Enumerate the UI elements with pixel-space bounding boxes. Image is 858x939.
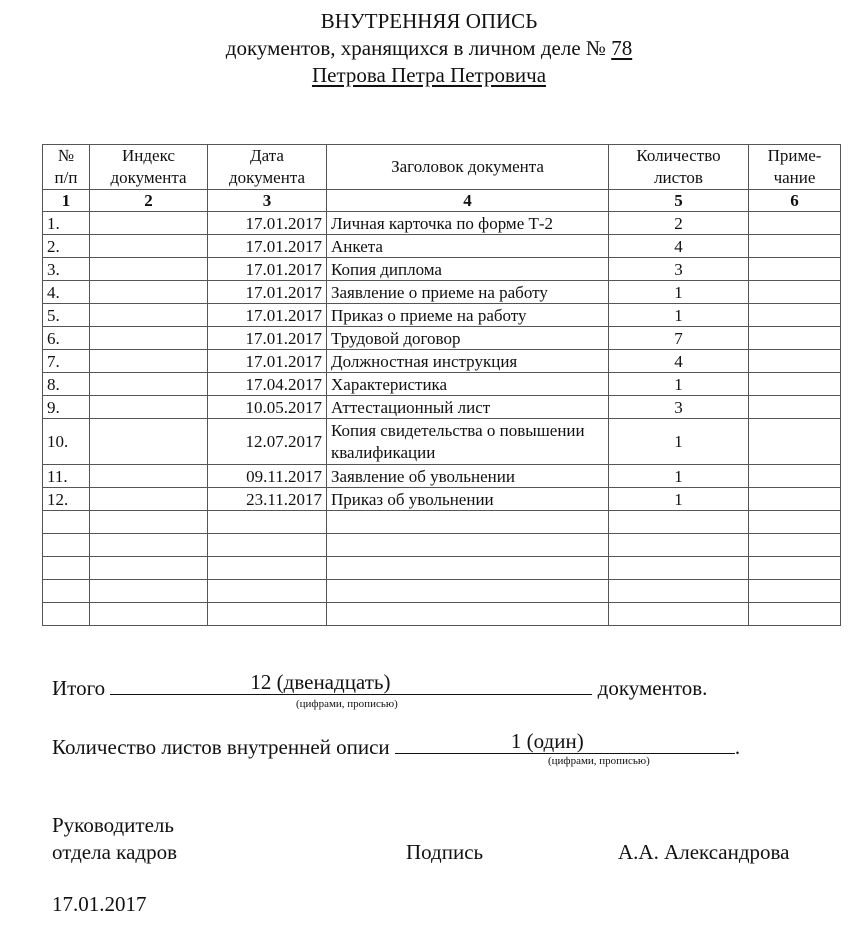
empty-table-row bbox=[43, 580, 841, 603]
empty-cell bbox=[327, 603, 609, 626]
empty-cell bbox=[749, 557, 841, 580]
empty-cell bbox=[609, 534, 749, 557]
empty-cell bbox=[208, 534, 327, 557]
sheets-suffix: . bbox=[734, 735, 741, 759]
col-number: 5 bbox=[609, 190, 749, 212]
row-number: 11. bbox=[43, 465, 90, 488]
document-index bbox=[90, 488, 208, 511]
total-label: Итого bbox=[52, 676, 106, 700]
document-index bbox=[90, 258, 208, 281]
row-number: 2. bbox=[43, 235, 90, 258]
note bbox=[749, 258, 841, 281]
empty-cell bbox=[208, 557, 327, 580]
total-value: 12 (двенадцать) bbox=[250, 670, 391, 694]
document-title-cell: Копия свидетельства о повышении квалификации bbox=[327, 419, 609, 465]
signer-position-line1: Руководитель bbox=[52, 813, 174, 837]
empty-cell bbox=[43, 511, 90, 534]
empty-cell bbox=[43, 580, 90, 603]
empty-cell bbox=[327, 580, 609, 603]
empty-cell bbox=[90, 511, 208, 534]
document-date: 09.11.2017 bbox=[208, 465, 327, 488]
sheet-count: 1 bbox=[609, 281, 749, 304]
empty-cell bbox=[43, 557, 90, 580]
row-number: 3. bbox=[43, 258, 90, 281]
sheet-count: 3 bbox=[609, 396, 749, 419]
row-number: 9. bbox=[43, 396, 90, 419]
sheet-count: 1 bbox=[609, 304, 749, 327]
empty-cell bbox=[749, 534, 841, 557]
empty-cell bbox=[749, 580, 841, 603]
table-row bbox=[43, 396, 841, 419]
document-index bbox=[90, 235, 208, 258]
sheets-value: 1 (один) bbox=[510, 729, 584, 753]
sheets-label: Количество листов внутренней описи bbox=[52, 735, 390, 759]
document-index bbox=[90, 419, 208, 465]
sheet-count: 3 bbox=[609, 258, 749, 281]
document-title-cell: Личная карточка по форме Т-2 bbox=[327, 212, 609, 235]
table-row bbox=[43, 327, 841, 350]
document-index bbox=[90, 350, 208, 373]
sheet-count: 4 bbox=[609, 235, 749, 258]
document-title-cell: Заявление о приеме на работу bbox=[327, 281, 609, 304]
document-title-cell: Приказ об увольнении bbox=[327, 488, 609, 511]
document-date: 17.01.2017 bbox=[208, 350, 327, 373]
row-number: 7. bbox=[43, 350, 90, 373]
sheet-count: 1 bbox=[609, 488, 749, 511]
subtitle-text: документов, хранящихся в личном деле № bbox=[225, 36, 606, 60]
inventory-table bbox=[42, 144, 841, 626]
signer-name: А.А. Александрова bbox=[618, 840, 790, 864]
note bbox=[749, 327, 841, 350]
row-number: 6. bbox=[43, 327, 90, 350]
person-name: Петрова Петра Петровича bbox=[311, 63, 547, 87]
document-index bbox=[90, 465, 208, 488]
col-header-note: Приме- чание bbox=[749, 145, 841, 190]
total-suffix: документов. bbox=[597, 676, 708, 700]
empty-cell bbox=[609, 557, 749, 580]
sheet-count: 1 bbox=[609, 373, 749, 396]
note bbox=[749, 419, 841, 465]
col-number: 2 bbox=[90, 190, 208, 212]
col-number: 6 bbox=[749, 190, 841, 212]
col-header-title: Заголовок документа bbox=[327, 145, 609, 190]
note bbox=[749, 465, 841, 488]
document-date: 17.01.2017 bbox=[208, 258, 327, 281]
document-title: ВНУТРЕННЯЯ ОПИСЬ bbox=[320, 9, 538, 33]
table-row bbox=[43, 304, 841, 327]
row-number: 8. bbox=[43, 373, 90, 396]
document-title-cell: Заявление об увольнении bbox=[327, 465, 609, 488]
empty-cell bbox=[90, 534, 208, 557]
empty-cell bbox=[90, 603, 208, 626]
col-number: 3 bbox=[208, 190, 327, 212]
document-index bbox=[90, 396, 208, 419]
empty-cell bbox=[90, 557, 208, 580]
row-number: 10. bbox=[43, 419, 90, 465]
empty-cell bbox=[43, 603, 90, 626]
empty-cell bbox=[609, 511, 749, 534]
empty-table-row bbox=[43, 511, 841, 534]
document-date: 17.01.2017 bbox=[208, 304, 327, 327]
table-row bbox=[43, 488, 841, 511]
empty-cell bbox=[609, 580, 749, 603]
signer-position bbox=[52, 812, 177, 866]
document-title-cell: Должностная инструкция bbox=[327, 350, 609, 373]
empty-cell bbox=[749, 603, 841, 626]
document-title-cell: Характеристика bbox=[327, 373, 609, 396]
case-number: 78 bbox=[611, 36, 633, 60]
note bbox=[749, 304, 841, 327]
table-row bbox=[43, 350, 841, 373]
note bbox=[749, 350, 841, 373]
empty-cell bbox=[90, 580, 208, 603]
document-date: 17.01.2017 bbox=[208, 281, 327, 304]
document-header bbox=[0, 8, 858, 89]
sheets-hint: (цифрами, прописью) bbox=[548, 755, 650, 767]
document-date: 12.07.2017 bbox=[208, 419, 327, 465]
document-date: 17.01.2017 bbox=[208, 212, 327, 235]
note bbox=[749, 212, 841, 235]
empty-cell bbox=[327, 534, 609, 557]
document-title-cell: Приказ о приеме на работу bbox=[327, 304, 609, 327]
sheet-count: 1 bbox=[609, 465, 749, 488]
table-row bbox=[43, 212, 841, 235]
table-row bbox=[43, 281, 841, 304]
document-title-cell: Копия диплома bbox=[327, 258, 609, 281]
table-row bbox=[43, 235, 841, 258]
note bbox=[749, 281, 841, 304]
document-date: 23.11.2017 bbox=[208, 488, 327, 511]
document-date: 10.05.2017 bbox=[208, 396, 327, 419]
signature-label: Подпись bbox=[406, 840, 484, 864]
empty-table-row bbox=[43, 534, 841, 557]
empty-cell bbox=[43, 534, 90, 557]
note bbox=[749, 488, 841, 511]
table-row bbox=[43, 373, 841, 396]
sheets-field bbox=[395, 729, 735, 754]
total-documents-line bbox=[52, 670, 707, 701]
document-title-cell: Аттестационный лист bbox=[327, 396, 609, 419]
empty-cell bbox=[327, 511, 609, 534]
document-date: 17.01.2017 bbox=[208, 235, 327, 258]
total-field bbox=[110, 670, 592, 695]
col-header-sheets: Количество листов bbox=[609, 145, 749, 190]
row-number: 12. bbox=[43, 488, 90, 511]
note bbox=[749, 235, 841, 258]
sheet-count: 4 bbox=[609, 350, 749, 373]
signature-date: 17.01.2017 bbox=[52, 892, 147, 916]
document-index bbox=[90, 212, 208, 235]
sheet-count: 2 bbox=[609, 212, 749, 235]
total-hint: (цифрами, прописью) bbox=[296, 698, 398, 710]
col-number: 4 bbox=[327, 190, 609, 212]
document-subtitle bbox=[0, 35, 858, 62]
document-index bbox=[90, 281, 208, 304]
signer-position-line2: отдела кадров bbox=[52, 840, 177, 864]
column-number-row bbox=[43, 190, 841, 212]
row-number: 5. bbox=[43, 304, 90, 327]
table-row bbox=[43, 258, 841, 281]
note bbox=[749, 373, 841, 396]
sheet-count: 1 bbox=[609, 419, 749, 465]
table-row bbox=[43, 465, 841, 488]
empty-cell bbox=[749, 511, 841, 534]
sheet-count: 7 bbox=[609, 327, 749, 350]
row-number: 4. bbox=[43, 281, 90, 304]
col-header-number: № п/п bbox=[43, 145, 90, 190]
empty-table-row bbox=[43, 557, 841, 580]
document-index bbox=[90, 327, 208, 350]
col-number: 1 bbox=[43, 190, 90, 212]
document-index bbox=[90, 373, 208, 396]
document-title-cell: Трудовой договор bbox=[327, 327, 609, 350]
table-header-row bbox=[43, 145, 841, 190]
row-number: 1. bbox=[43, 212, 90, 235]
empty-cell bbox=[327, 557, 609, 580]
document-date: 17.04.2017 bbox=[208, 373, 327, 396]
table-row bbox=[43, 419, 841, 465]
col-header-index: Индекс документа bbox=[90, 145, 208, 190]
empty-cell bbox=[208, 603, 327, 626]
empty-table-row bbox=[43, 603, 841, 626]
document-date: 17.01.2017 bbox=[208, 327, 327, 350]
empty-cell bbox=[208, 580, 327, 603]
empty-cell bbox=[208, 511, 327, 534]
document-index bbox=[90, 304, 208, 327]
document-title-cell: Анкета bbox=[327, 235, 609, 258]
empty-cell bbox=[609, 603, 749, 626]
note bbox=[749, 396, 841, 419]
col-header-date: Дата документа bbox=[208, 145, 327, 190]
